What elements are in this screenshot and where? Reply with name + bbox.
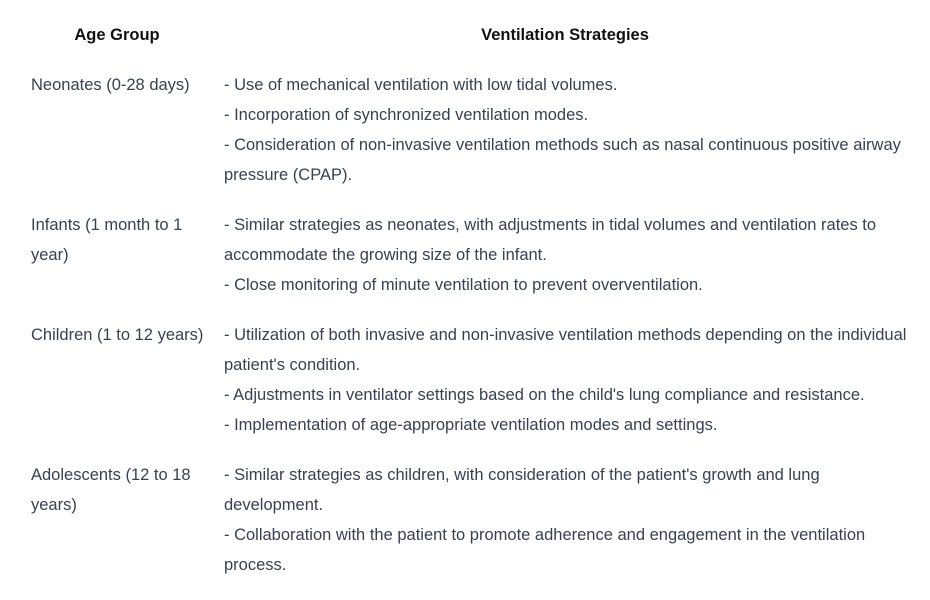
strategy-item: - Similar strategies as neonates, with adjustments in tidal volumes and ventilation rates to accommodate the growing size of the infant.: [224, 216, 877, 264]
strategy-item: - Collaboration with the patient to promote adherence and engagement in the ventilation process.: [224, 526, 866, 574]
header-ventilation-strategies: Ventilation Strategies: [481, 26, 649, 44]
strategy-item: - Adjustments in ventilator settings based on the child's lung compliance and resistance.: [224, 386, 865, 404]
header-age-group: Age Group: [74, 26, 160, 44]
strategies-cell: [224, 320, 914, 440]
table-row: [0, 70, 930, 190]
strategy-item: - Incorporation of synchronized ventilation modes.: [224, 106, 589, 124]
strategy-item: - Similar strategies as children, with consideration of the patient's growth and lung development.: [224, 466, 820, 514]
table-row: [0, 320, 930, 440]
table-header: [0, 0, 930, 70]
table-row: [0, 460, 930, 580]
age-group-cell: Children (1 to 12 years): [31, 326, 204, 344]
age-group-cell: Neonates (0-28 days): [31, 76, 190, 94]
strategy-item: - Utilization of both invasive and non-invasive ventilation methods depending on the individual patient's condition.: [224, 326, 907, 374]
table-row: [0, 210, 930, 300]
strategies-cell: [224, 460, 914, 580]
age-group-cell: Adolescents (12 to 18 years): [31, 466, 191, 514]
strategy-item: - Close monitoring of minute ventilation to prevent overventilation.: [224, 276, 703, 294]
table-body: [0, 70, 930, 600]
strategies-cell: [224, 210, 914, 300]
strategy-item: - Use of mechanical ventilation with low tidal volumes.: [224, 76, 618, 94]
strategies-cell: [224, 70, 914, 190]
strategy-item: - Consideration of non-invasive ventilation methods such as nasal continuous positive airway pressure (CPAP).: [224, 136, 901, 184]
strategy-item: - Implementation of age-appropriate ventilation modes and settings.: [224, 416, 718, 434]
age-group-cell: Infants (1 month to 1 year): [31, 216, 183, 264]
